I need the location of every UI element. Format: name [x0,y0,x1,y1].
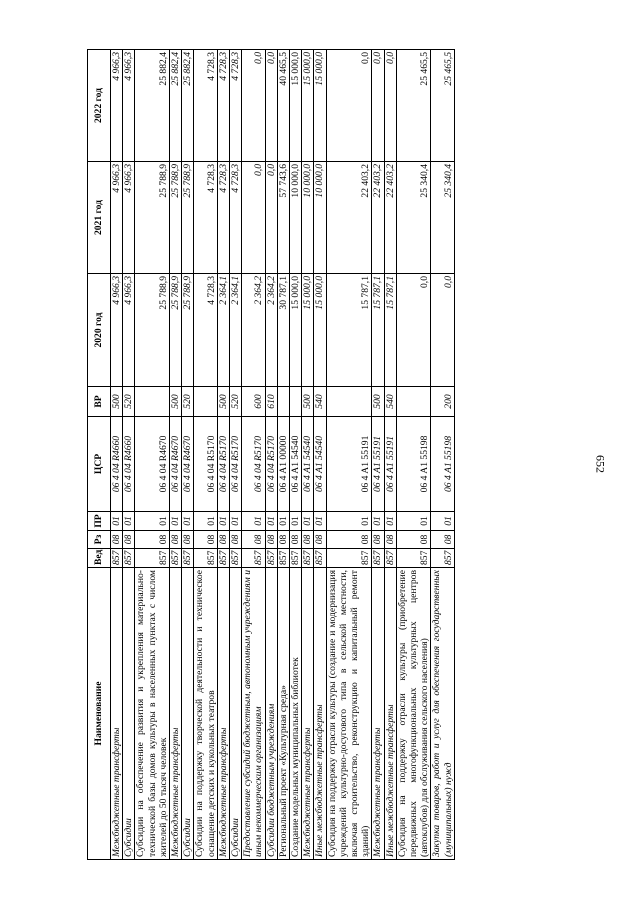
header-pr: ПР [88,512,111,531]
cell-2020: 30 787,1 [277,274,289,387]
cell-2022: 0,0 [372,50,384,162]
cell-2020: 15 787,1 [372,274,384,387]
cell-pr: 01 [290,512,302,531]
cell-2022: 15 000,0 [314,50,326,162]
header-csr: ЦСР [88,417,111,512]
cell-2021: 57 743,6 [277,162,289,274]
cell-vr: 200 [431,387,454,417]
cell-2022: 15 000,0 [290,50,302,162]
table-body [111,50,455,860]
cell-vr: 500 [111,387,123,417]
cell-2020: 2 364,2 [242,274,265,387]
cell-csr: 06 4 04 R4660 [111,417,123,512]
cell-pr: 01 [111,512,123,531]
cell-2020: 15 000,0 [302,274,314,387]
cell-2020: 2 364,2 [265,274,277,387]
cell-csr: 06 4 A1 54540 [302,417,314,512]
cell-name: Межбюджетные трансферты [302,568,314,860]
table-row [242,50,265,860]
cell-2021: 4 728,3 [217,162,229,274]
cell-pr: 01 [384,512,396,531]
cell-vr: 500 [302,387,314,417]
cell-ved: 857 [372,549,384,568]
cell-2021: 4 728,3 [230,162,242,274]
cell-rz: 08 [123,531,135,549]
table-row [123,50,135,860]
cell-rz: 08 [384,531,396,549]
cell-ved: 857 [314,549,326,568]
table-row [277,50,289,860]
cell-ved: 857 [265,549,277,568]
cell-ved: 857 [123,549,135,568]
cell-vr: 600 [242,387,265,417]
cell-2022: 25 882,4 [135,50,170,162]
cell-name: Закупка товаров, работ и услуг для обеспечения государственных (муниципальных) нужд [431,568,454,860]
cell-pr: 01 [230,512,242,531]
cell-name: Межбюджетные трансферты [217,568,229,860]
cell-2022: 4 728,3 [230,50,242,162]
cell-name: Субсидии [182,568,194,860]
cell-csr: 06 4 A1 55198 [396,417,431,512]
cell-pr: 01 [242,512,265,531]
cell-2020: 15 000,0 [314,274,326,387]
cell-vr [290,387,302,417]
cell-vr [326,387,372,417]
cell-2021: 0,0 [242,162,265,274]
cell-vr: 520 [182,387,194,417]
cell-name: Субсидии на обеспечение развития и укрепления материально-технической базы домов культуры в населенных пунктах с числом жителей до 50 тысяч человек [135,568,170,860]
cell-rz: 08 [242,531,265,549]
table-row [170,50,182,860]
cell-2021: 10 000,0 [314,162,326,274]
cell-rz: 08 [135,531,170,549]
cell-ved: 857 [135,549,170,568]
cell-2020: 4 966,3 [123,274,135,387]
table-row [431,50,454,860]
cell-2021: 22 403,2 [384,162,396,274]
cell-name: Создание модельных муниципальных библиотек [290,568,302,860]
cell-2021: 4 728,3 [194,162,217,274]
cell-csr: 06 4 04 R5170 [230,417,242,512]
cell-name: Межбюджетные трансферты [111,568,123,860]
cell-2021: 22 403,2 [372,162,384,274]
budget-table [87,49,455,860]
cell-2020: 25 788,9 [182,274,194,387]
cell-2020: 4 728,3 [194,274,217,387]
cell-vr: 500 [372,387,384,417]
cell-2022: 40 465,5 [277,50,289,162]
cell-name: Субсидия на поддержку отрасли культуры (создание и модернизация учреждений культурно-досугового типа в сельской местности, включая строительство, реконструкцию и капитальный ремонт зданий) [326,568,372,860]
table-row [230,50,242,860]
cell-name: Иные межбюджетные трансферты [314,568,326,860]
cell-ved: 857 [384,549,396,568]
cell-pr: 01 [135,512,170,531]
cell-csr: 06 4 A1 54540 [314,417,326,512]
cell-vr: 610 [265,387,277,417]
cell-2022: 25 882,4 [170,50,182,162]
cell-rz: 08 [372,531,384,549]
table-row [182,50,194,860]
cell-csr: 06 4 04 R4670 [135,417,170,512]
cell-vr [135,387,170,417]
cell-2020: 15 787,1 [384,274,396,387]
cell-pr: 01 [123,512,135,531]
cell-2020: 2 364,1 [230,274,242,387]
cell-csr: 06 4 A1 55191 [384,417,396,512]
cell-pr: 01 [194,512,217,531]
table-row [194,50,217,860]
header-name: Наименование [88,568,111,860]
cell-2021: 25 788,9 [135,162,170,274]
cell-rz: 08 [314,531,326,549]
cell-csr: 06 4 04 R4660 [123,417,135,512]
cell-2022: 25 465,5 [431,50,454,162]
cell-2021: 4 966,3 [123,162,135,274]
cell-ved: 857 [170,549,182,568]
cell-csr: 06 4 04 R4670 [182,417,194,512]
cell-pr: 01 [170,512,182,531]
cell-rz: 08 [182,531,194,549]
table-row [396,50,431,860]
table-row [217,50,229,860]
cell-2020: 25 788,9 [135,274,170,387]
cell-ved: 857 [326,549,372,568]
cell-csr: 06 4 A1 55191 [326,417,372,512]
cell-ved: 857 [182,549,194,568]
cell-pr: 01 [396,512,431,531]
page-number: 652 [593,455,608,473]
cell-vr: 500 [170,387,182,417]
cell-2022: 0,0 [242,50,265,162]
cell-rz: 08 [290,531,302,549]
cell-2021: 25 788,9 [170,162,182,274]
cell-2022: 4 728,3 [194,50,217,162]
cell-name: Субсидии [123,568,135,860]
table-row [314,50,326,860]
cell-2021: 10 000,0 [302,162,314,274]
cell-pr: 01 [217,512,229,531]
cell-2022: 0,0 [384,50,396,162]
cell-ved: 857 [396,549,431,568]
cell-rz: 08 [326,531,372,549]
cell-ved: 857 [230,549,242,568]
cell-ved: 857 [111,549,123,568]
cell-2022: 4 966,3 [123,50,135,162]
cell-2020: 25 788,9 [170,274,182,387]
cell-name: Субсидии [230,568,242,860]
header-2020: 2020 год [88,274,111,387]
cell-2022: 0,0 [265,50,277,162]
cell-2021: 10 000,0 [290,162,302,274]
cell-pr: 01 [277,512,289,531]
cell-pr: 01 [182,512,194,531]
cell-vr: 540 [314,387,326,417]
cell-csr: 06 4 04 R5170 [217,417,229,512]
rotated-table-container [87,50,455,860]
cell-csr: 06 4 04 R5170 [265,417,277,512]
cell-2022: 4 728,3 [217,50,229,162]
table-row [326,50,372,860]
cell-ved: 857 [302,549,314,568]
cell-2020: 0,0 [431,274,454,387]
header-vr: ВР [88,387,111,417]
cell-vr [396,387,431,417]
cell-2020: 15 000,0 [290,274,302,387]
table-row [290,50,302,860]
cell-2021: 0,0 [265,162,277,274]
table-row [265,50,277,860]
cell-name: Иные межбюджетные трансферты [384,568,396,860]
table-row [302,50,314,860]
cell-rz: 08 [217,531,229,549]
cell-ved: 857 [431,549,454,568]
cell-name: Межбюджетные трансферты [372,568,384,860]
cell-vr: 500 [217,387,229,417]
cell-name: Региональный проект «Культурная среда» [277,568,289,860]
cell-ved: 857 [217,549,229,568]
cell-2022: 25 465,5 [396,50,431,162]
cell-2022: 4 966,3 [111,50,123,162]
cell-vr: 540 [384,387,396,417]
cell-csr: 06 4 A1 00000 [277,417,289,512]
cell-csr: 06 4 A1 55198 [431,417,454,512]
cell-ved: 857 [290,549,302,568]
cell-2022: 25 882,4 [182,50,194,162]
cell-rz: 08 [277,531,289,549]
cell-2021: 22 403,2 [326,162,372,274]
cell-2020: 2 364,1 [217,274,229,387]
cell-name: Межбюджетные трансферты [170,568,182,860]
cell-csr: 06 4 04 R5170 [194,417,217,512]
cell-name: Предоставление субсидий бюджетным, автономным учреждениям и иным некоммерческим организациям [242,568,265,860]
header-2022: 2022 год [88,50,111,162]
cell-pr: 01 [314,512,326,531]
header-2021: 2021 год [88,162,111,274]
cell-csr: 06 4 04 R5170 [242,417,265,512]
cell-2021: 4 966,3 [111,162,123,274]
cell-rz: 08 [265,531,277,549]
table-row [384,50,396,860]
cell-csr: 06 4 A1 54540 [290,417,302,512]
table-row [111,50,123,860]
cell-pr: 01 [302,512,314,531]
table-header-row [88,50,111,860]
cell-rz: 08 [194,531,217,549]
cell-vr [277,387,289,417]
cell-csr: 06 4 04 R4670 [170,417,182,512]
cell-ved: 857 [242,549,265,568]
header-ved: Вед [88,549,111,568]
cell-2022: 15 000,0 [302,50,314,162]
cell-ved: 857 [277,549,289,568]
cell-2021: 25 788,9 [182,162,194,274]
cell-rz: 08 [230,531,242,549]
cell-vr: 520 [123,387,135,417]
cell-name: Субсидии на поддержку творческой деятельности и техническое оснащение детских и кукольных театров [194,568,217,860]
cell-vr [194,387,217,417]
cell-pr: 01 [372,512,384,531]
header-rz: Рз [88,531,111,549]
cell-name: Субсидия на поддержку отрасли культуры (приобретение передвижных многофункциональных культурных центров (автоклубов) для обслуживания сельского населения) [396,568,431,860]
cell-2020: 4 966,3 [111,274,123,387]
cell-2021: 25 340,4 [431,162,454,274]
cell-rz: 08 [170,531,182,549]
cell-2021: 25 340,4 [396,162,431,274]
cell-2020: 0,0 [396,274,431,387]
cell-csr: 06 4 A1 55191 [372,417,384,512]
cell-pr: 01 [265,512,277,531]
cell-vr: 520 [230,387,242,417]
table-row [135,50,170,860]
cell-pr: 01 [431,512,454,531]
table-row [372,50,384,860]
cell-2022: 0,0 [326,50,372,162]
cell-pr: 01 [326,512,372,531]
cell-rz: 08 [431,531,454,549]
cell-ved: 857 [194,549,217,568]
cell-rz: 08 [302,531,314,549]
cell-rz: 08 [111,531,123,549]
cell-name: Субсидии бюджетным учреждениям [265,568,277,860]
cell-2020: 15 787,1 [326,274,372,387]
cell-rz: 08 [396,531,431,549]
